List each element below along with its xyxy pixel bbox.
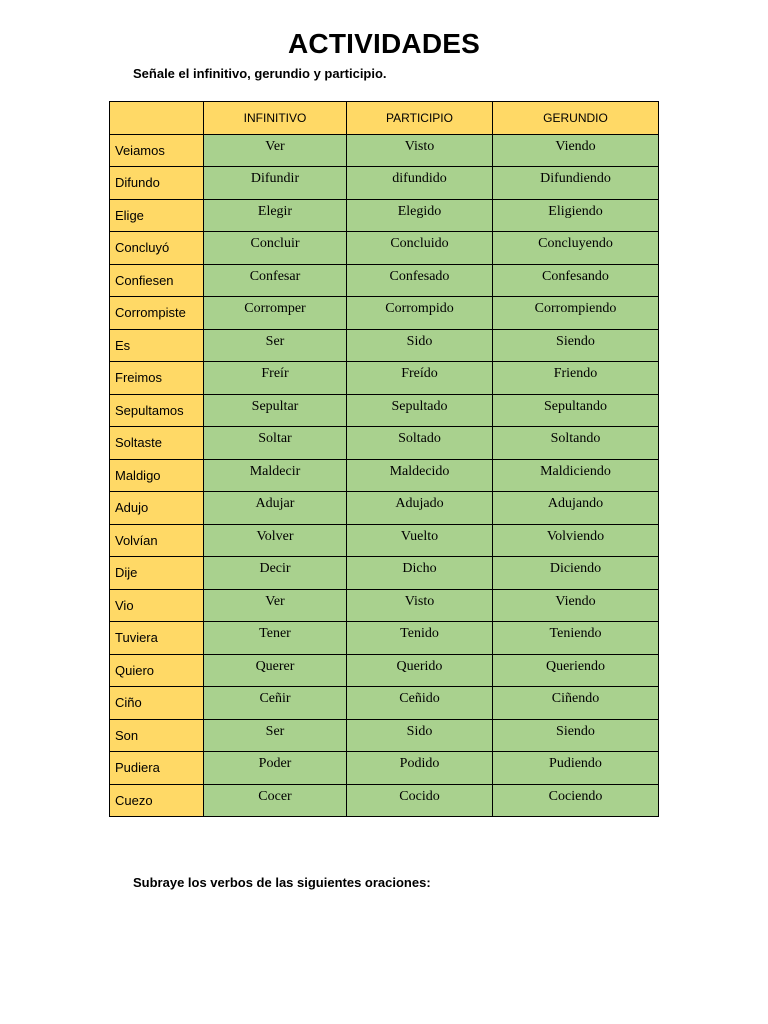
participio-cell: Tenido [347,622,493,655]
infinitivo-cell: Ser [204,719,347,752]
gerundio-cell: Confesando [493,264,659,297]
gerundio-cell: Viendo [493,589,659,622]
participio-cell: Cocido [347,784,493,817]
verb-cell: Corrompiste [110,297,204,330]
infinitivo-cell: Adujar [204,492,347,525]
gerundio-cell: Viendo [493,134,659,167]
verb-cell: Concluyó [110,232,204,265]
infinitivo-cell: Difundir [204,167,347,200]
verb-cell: Sepultamos [110,394,204,427]
table-row [110,524,659,557]
header-verb [110,102,204,135]
participio-cell: Vuelto [347,524,493,557]
table-row [110,167,659,200]
infinitivo-cell: Ver [204,589,347,622]
participio-cell: Podido [347,752,493,785]
page-title: ACTIVIDADES [288,28,480,59]
verb-cell: Dije [110,557,204,590]
verb-cell: Quiero [110,654,204,687]
participio-cell: Sido [347,329,493,362]
table-header-row [110,102,659,135]
participio-cell: Ceñido [347,687,493,720]
participio-cell: difundido [347,167,493,200]
table-row [110,687,659,720]
participio-cell: Confesado [347,264,493,297]
table-row [110,232,659,265]
participio-cell: Freído [347,362,493,395]
participio-cell: Visto [347,589,493,622]
gerundio-cell: Teniendo [493,622,659,655]
infinitivo-cell: Maldecir [204,459,347,492]
participio-cell: Elegido [347,199,493,232]
verb-cell: Maldigo [110,459,204,492]
infinitivo-cell: Corromper [204,297,347,330]
table-row [110,654,659,687]
table-row [110,427,659,460]
infinitivo-cell: Ceñir [204,687,347,720]
infinitivo-cell: Elegir [204,199,347,232]
infinitivo-cell: Volver [204,524,347,557]
participio-cell: Dicho [347,557,493,590]
table-row [110,264,659,297]
infinitivo-cell: Ser [204,329,347,362]
participio-cell: Corrompido [347,297,493,330]
verb-table [109,101,659,817]
table-row [110,719,659,752]
verb-cell: Elige [110,199,204,232]
verb-cell: Volvían [110,524,204,557]
header-participio: PARTICIPIO [347,102,493,135]
participio-cell: Soltado [347,427,493,460]
table-row [110,557,659,590]
table-row [110,589,659,622]
participio-cell: Maldecido [347,459,493,492]
table-row [110,784,659,817]
header-infinitivo: INFINITIVO [204,102,347,135]
infinitivo-cell: Tener [204,622,347,655]
table-row [110,362,659,395]
infinitivo-cell: Concluir [204,232,347,265]
table-row [110,199,659,232]
gerundio-cell: Eligiendo [493,199,659,232]
verb-cell: Veiamos [110,134,204,167]
gerundio-cell: Volviendo [493,524,659,557]
table-row [110,297,659,330]
gerundio-cell: Diciendo [493,557,659,590]
verb-cell: Difundo [110,167,204,200]
infinitivo-cell: Decir [204,557,347,590]
infinitivo-cell: Querer [204,654,347,687]
gerundio-cell: Soltando [493,427,659,460]
verb-cell: Ciño [110,687,204,720]
gerundio-cell: Concluyendo [493,232,659,265]
gerundio-cell: Cociendo [493,784,659,817]
table-row [110,329,659,362]
table-row [110,492,659,525]
verb-cell: Es [110,329,204,362]
verb-cell: Soltaste [110,427,204,460]
table-row [110,622,659,655]
infinitivo-cell: Soltar [204,427,347,460]
header-gerundio: GERUNDIO [493,102,659,135]
gerundio-cell: Friendo [493,362,659,395]
gerundio-cell: Siendo [493,329,659,362]
table-row [110,459,659,492]
table-row [110,134,659,167]
participio-cell: Visto [347,134,493,167]
infinitivo-cell: Poder [204,752,347,785]
verb-cell: Cuezo [110,784,204,817]
table-body [110,134,659,817]
infinitivo-cell: Sepultar [204,394,347,427]
infinitivo-cell: Ver [204,134,347,167]
verb-cell: Son [110,719,204,752]
gerundio-cell: Adujando [493,492,659,525]
instruction-underline: Subraye los verbos de las siguientes oraciones: [133,875,431,890]
gerundio-cell: Corrompiendo [493,297,659,330]
verb-cell: Confiesen [110,264,204,297]
infinitivo-cell: Confesar [204,264,347,297]
gerundio-cell: Sepultando [493,394,659,427]
gerundio-cell: Queriendo [493,654,659,687]
infinitivo-cell: Cocer [204,784,347,817]
participio-cell: Concluido [347,232,493,265]
participio-cell: Querido [347,654,493,687]
table-row [110,752,659,785]
participio-cell: Sepultado [347,394,493,427]
participio-cell: Adujado [347,492,493,525]
verb-cell: Freimos [110,362,204,395]
gerundio-cell: Difundiendo [493,167,659,200]
verb-cell: Vio [110,589,204,622]
gerundio-cell: Siendo [493,719,659,752]
infinitivo-cell: Freír [204,362,347,395]
gerundio-cell: Maldiciendo [493,459,659,492]
verb-cell: Adujo [110,492,204,525]
verb-cell: Tuviera [110,622,204,655]
table-row [110,394,659,427]
participio-cell: Sido [347,719,493,752]
instruction-conjugation: Señale el infinitivo, gerundio y participio. [133,66,387,81]
gerundio-cell: Pudiendo [493,752,659,785]
gerundio-cell: Ciñendo [493,687,659,720]
verb-cell: Pudiera [110,752,204,785]
